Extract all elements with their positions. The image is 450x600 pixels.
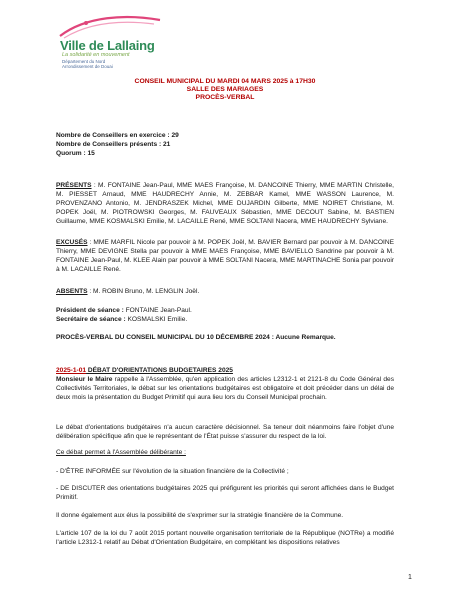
header-location: SALLE DES MARIAGES	[186, 86, 264, 93]
presents-label: PRÉSENTS	[56, 182, 92, 189]
presents-paragraph	[56, 181, 394, 226]
item-paragraph-6: Il donne également aux élus la possibilité de s'exprimer sur la stratégie financière de la Commune.	[56, 512, 344, 519]
item-bullet-2: - DE DISCUTER des orientations budgétaires 2025 qui préfigurent les priorités qui seront affichées dans le Budget Primitif.	[56, 485, 394, 501]
council-counts	[56, 131, 394, 158]
excuses-paragraph	[56, 238, 394, 274]
maire-label: Monsieur le Maire	[56, 376, 113, 383]
item-bullet-1: - D'ÊTRE INFORMÉE sur l'évolution de la situation financière de la Collectivité ;	[56, 468, 289, 475]
count-exercice: Nombre de Conseillers en exercice : 29	[56, 132, 179, 139]
president-line	[56, 306, 394, 315]
item-paragraph-2: Le débat d'orientations budgétaires n'a aucun caractère décisionnel. Sa teneur doit néanmoins faire l'objet d'une délibération spécifique afin que le représentant de l'État puisse s'assurer du respect de la loi.	[56, 424, 394, 440]
secretaire-value: KOSMALSKI Emilie.	[125, 316, 188, 323]
president-value: FONTAINE Jean-Paul.	[123, 307, 192, 314]
header-title: CONSEIL MUNICIPAL DU MARDI 04 MARS 2025 à 17H30	[134, 78, 316, 85]
seance-officers	[56, 306, 394, 324]
previous-pv-title: PROCÈS-VERBAL DU CONSEIL MUNICIPAL DU 10 DÉCEMBRE 2024	[56, 334, 270, 341]
absents-paragraph	[56, 287, 394, 296]
item-title: DÉBAT D'ORIENTATIONS BUDGETAIRES 2025	[86, 367, 233, 374]
item-number: 2025-1-01	[56, 367, 87, 374]
logo-subtitle	[62, 59, 113, 69]
count-presents: Nombre de Conseillers présents : 21	[56, 141, 171, 148]
count-quorum: Quorum : 15	[56, 150, 95, 157]
page-number: 1	[408, 574, 412, 581]
item-paragraph-7: L'article 107 de la loi du 7 août 2015 portant nouvelle organisation territoriale de la République (NOTRe) a modifié l'article L2312-1 relatif au Débat d'Orientation Budgétaire, en complétant les dispositions relatives	[56, 530, 394, 546]
presents-text: : M. FONTAINE Jean-Paul, MME MAES Françoise, M. DANCOINE Thierry, MME MARTIN Christelle, M. PIESSET Arnaud, MME HAUDRECHY Annie, M. ZEBBAR Kamel, MME WASSON Laurence, M. PROVENZANO Antonio, M. JENDRASZEK Michel, MME DUJARDIN Gilberte, MME NOIRET Christiane, M. POPEK Joël, M. PIOTROWSKI Georges, M. FAUVEAUX Sébastien, MME DECOUT Sabine, M. BASTIEN Guillaume, MME KOSMALSKI Emilie, M. LACAILLE René, MME SOLTANI Nacera, MME HAUDRECHY Sylviane.	[56, 182, 394, 225]
secretaire-label: Secrétaire de séance :	[56, 316, 126, 323]
item-paragraph-1	[56, 375, 394, 402]
document-header	[0, 78, 450, 102]
logo-name: Ville de Lallaing	[60, 38, 155, 53]
previous-pv-line	[56, 333, 394, 342]
absents-text: : M. ROBIN Bruno, M. LENGLIN Joël.	[87, 288, 200, 295]
item-paragraph-3: Ce débat permet à l'Assemblée délibérante :	[56, 449, 186, 456]
excuses-label: EXCUSÉS	[56, 239, 88, 246]
header-doc-type: PROCÈS-VERBAL	[195, 94, 255, 101]
logo-tagline: La solidarité en mouvement	[62, 52, 130, 58]
excuses-text: : MME MARFIL Nicole par pouvoir à M. POPEK Joël, M. BAVIER Bernard par pouvoir à M. DANCOINE Thierry, MME DEVIGNE Stella par pouvoir à MME MAES Françoise, MME BAVIELLO Sandrine par pouvoir à M. FONTAINE Jean-Paul, M. KLEE Alain par pouvoir à MME SOLTANI Nacera, MME MARTINACHE Sonia par pouvoir à M. LACAILLE René.	[56, 239, 394, 273]
secretaire-line	[56, 315, 394, 324]
item-heading	[56, 366, 394, 375]
logo-sub-line: Arrondissement de Douai	[62, 64, 113, 69]
president-label: Président de séance :	[56, 307, 124, 314]
town-logo	[56, 14, 166, 72]
absents-label: ABSENTS	[56, 288, 88, 295]
previous-pv-remark: : Aucune Remarque.	[269, 334, 336, 341]
item-p1-text: rappelle à l'Assemblée, qu'en application des articles L2312-1 et 2121-8 du Code Général des Collectivités Territoriales, le débat sur les orientations budgétaires est obligatoire et doit précéder dans un délai de deux mois la présentation du Budget Primitif qui aura lieu lors du Conseil Municipal prochain.	[56, 376, 394, 401]
logo-sub-line: Département du Nord	[62, 59, 106, 64]
